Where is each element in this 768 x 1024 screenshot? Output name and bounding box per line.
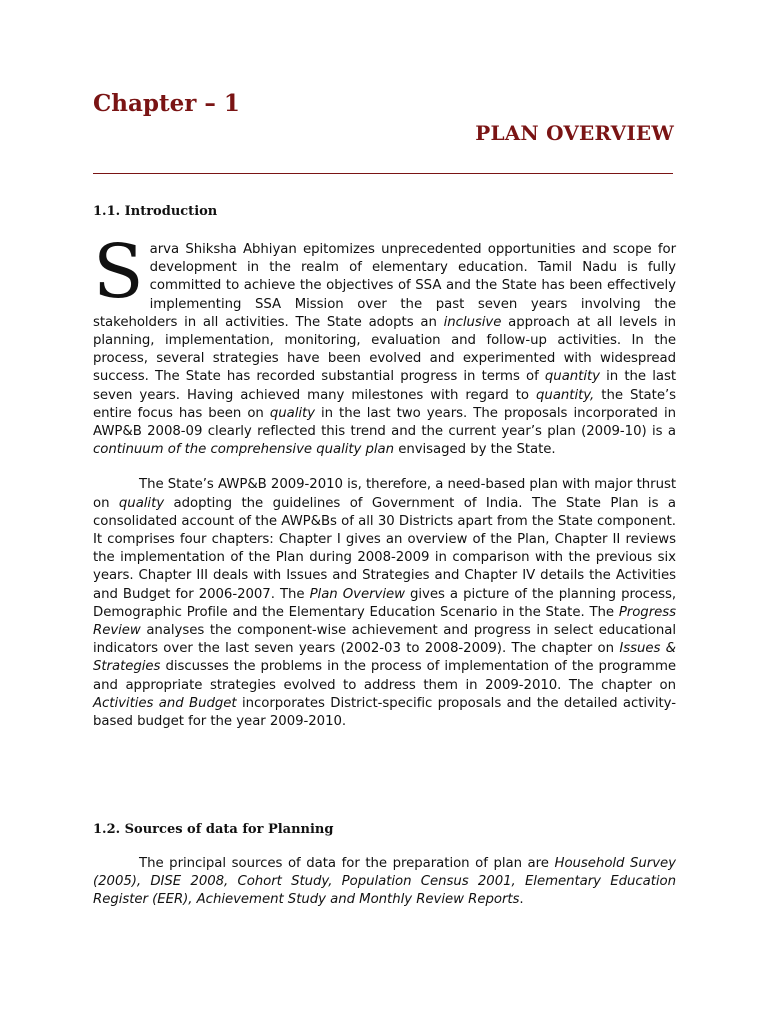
body-text: adopting the guidelines of Government of India. The State Plan is a consolidated account of the AWP&Bs of all 30 Districts apart from the State component. It comprises four chapters: Chapter I gives an overview of the Plan, Chapter II reviews the implementation of the Plan during 2008-2009 in comparison with the previous six years. Chapter III deals with Issues and Strategies and Chapter IV details the Activities and Budget for 2006-2007. The	[93, 495, 676, 602]
body-text: in the last seven years. Having achieved many milestones with regard to	[93, 369, 676, 403]
drop-cap: S	[93, 229, 144, 315]
body-text: the State’s entire focus has been on	[93, 387, 677, 421]
italic-text: continuum of the comprehensive quality plan	[93, 442, 395, 458]
italic-text: quality	[269, 405, 315, 421]
intro-paragraph-2	[93, 476, 676, 731]
body-text: arva Shiksha Abhiyan epitomizes unprecedented opportunities and scope for development in the realm of elementary education. Tamil Nadu is fully committed to achieve the objectives of SSA and the State has been effectively implementing SSA Mission over the past seven years involving the stakeholders in all activities. The State adopts an	[93, 242, 676, 330]
italic-text: quantity,	[536, 387, 595, 403]
italic-text: Activities and Budget	[93, 695, 237, 711]
body-text: incorporates District-specific proposals and the detailed activity-based budget for the year 2009-2010.	[93, 695, 676, 730]
italic-text: Progress Review	[93, 604, 676, 639]
italic-text: quality	[118, 495, 165, 511]
italic-text: Plan Overview	[309, 586, 405, 602]
body-text: approach at all levels in planning, implementation, monitoring, evaluation and follow-up activities. In the process, several strategies have been evolved and experimented with widespread success. The State has recorded substantial progress in terms of	[93, 314, 676, 385]
intro-paragraph-1	[93, 229, 677, 459]
body-text: gives a picture of the planning process, Demographic Profile and the Elementary Education Scenario in the State. The	[93, 586, 677, 620]
body-text: .	[519, 892, 524, 908]
section-introduction	[93, 204, 676, 731]
body-text: envisaged by the State.	[394, 442, 556, 458]
sources-paragraph	[93, 855, 676, 910]
italic-text: quantity	[544, 369, 600, 385]
chapter-number: Chapter – 1	[93, 90, 240, 117]
body-text: The State’s AWP&B 2009-2010 is, therefore, a need-based plan with major thrust on	[93, 477, 676, 511]
title-divider	[93, 173, 673, 174]
body-text: in the last two years. The proposals incorporated in AWP&B 2008-09 clearly reflected this trend and the current year’s plan (2009-10) is a	[93, 405, 676, 440]
italic-text: Issues & Strategies	[93, 641, 676, 675]
section-heading: 1.2. Sources of data for Planning	[93, 822, 334, 837]
italic-text: Household Survey (2005), DISE 2008, Cohort Study, Population Census 2001, Elementary Education Register (EER), Achievement Study and Monthly Review Reports	[93, 856, 676, 908]
body-text: The principal sources of data for the preparation of plan are	[139, 856, 555, 871]
chapter-title: PLAN OVERVIEW	[475, 121, 674, 145]
body-text: analyses the component-wise achievement and progress in select educational indicators over the last seven years (2002-03 to 2008-2009). The chapter on	[93, 623, 676, 657]
body-text: discusses the problems in the process of implementation of the programme and appropriate strategies evolved to address them in 2009-2010. The chapter on	[93, 659, 676, 693]
section-heading: 1.1. Introduction	[93, 204, 218, 219]
italic-text: inclusive	[443, 314, 502, 330]
section-sources	[93, 822, 676, 910]
